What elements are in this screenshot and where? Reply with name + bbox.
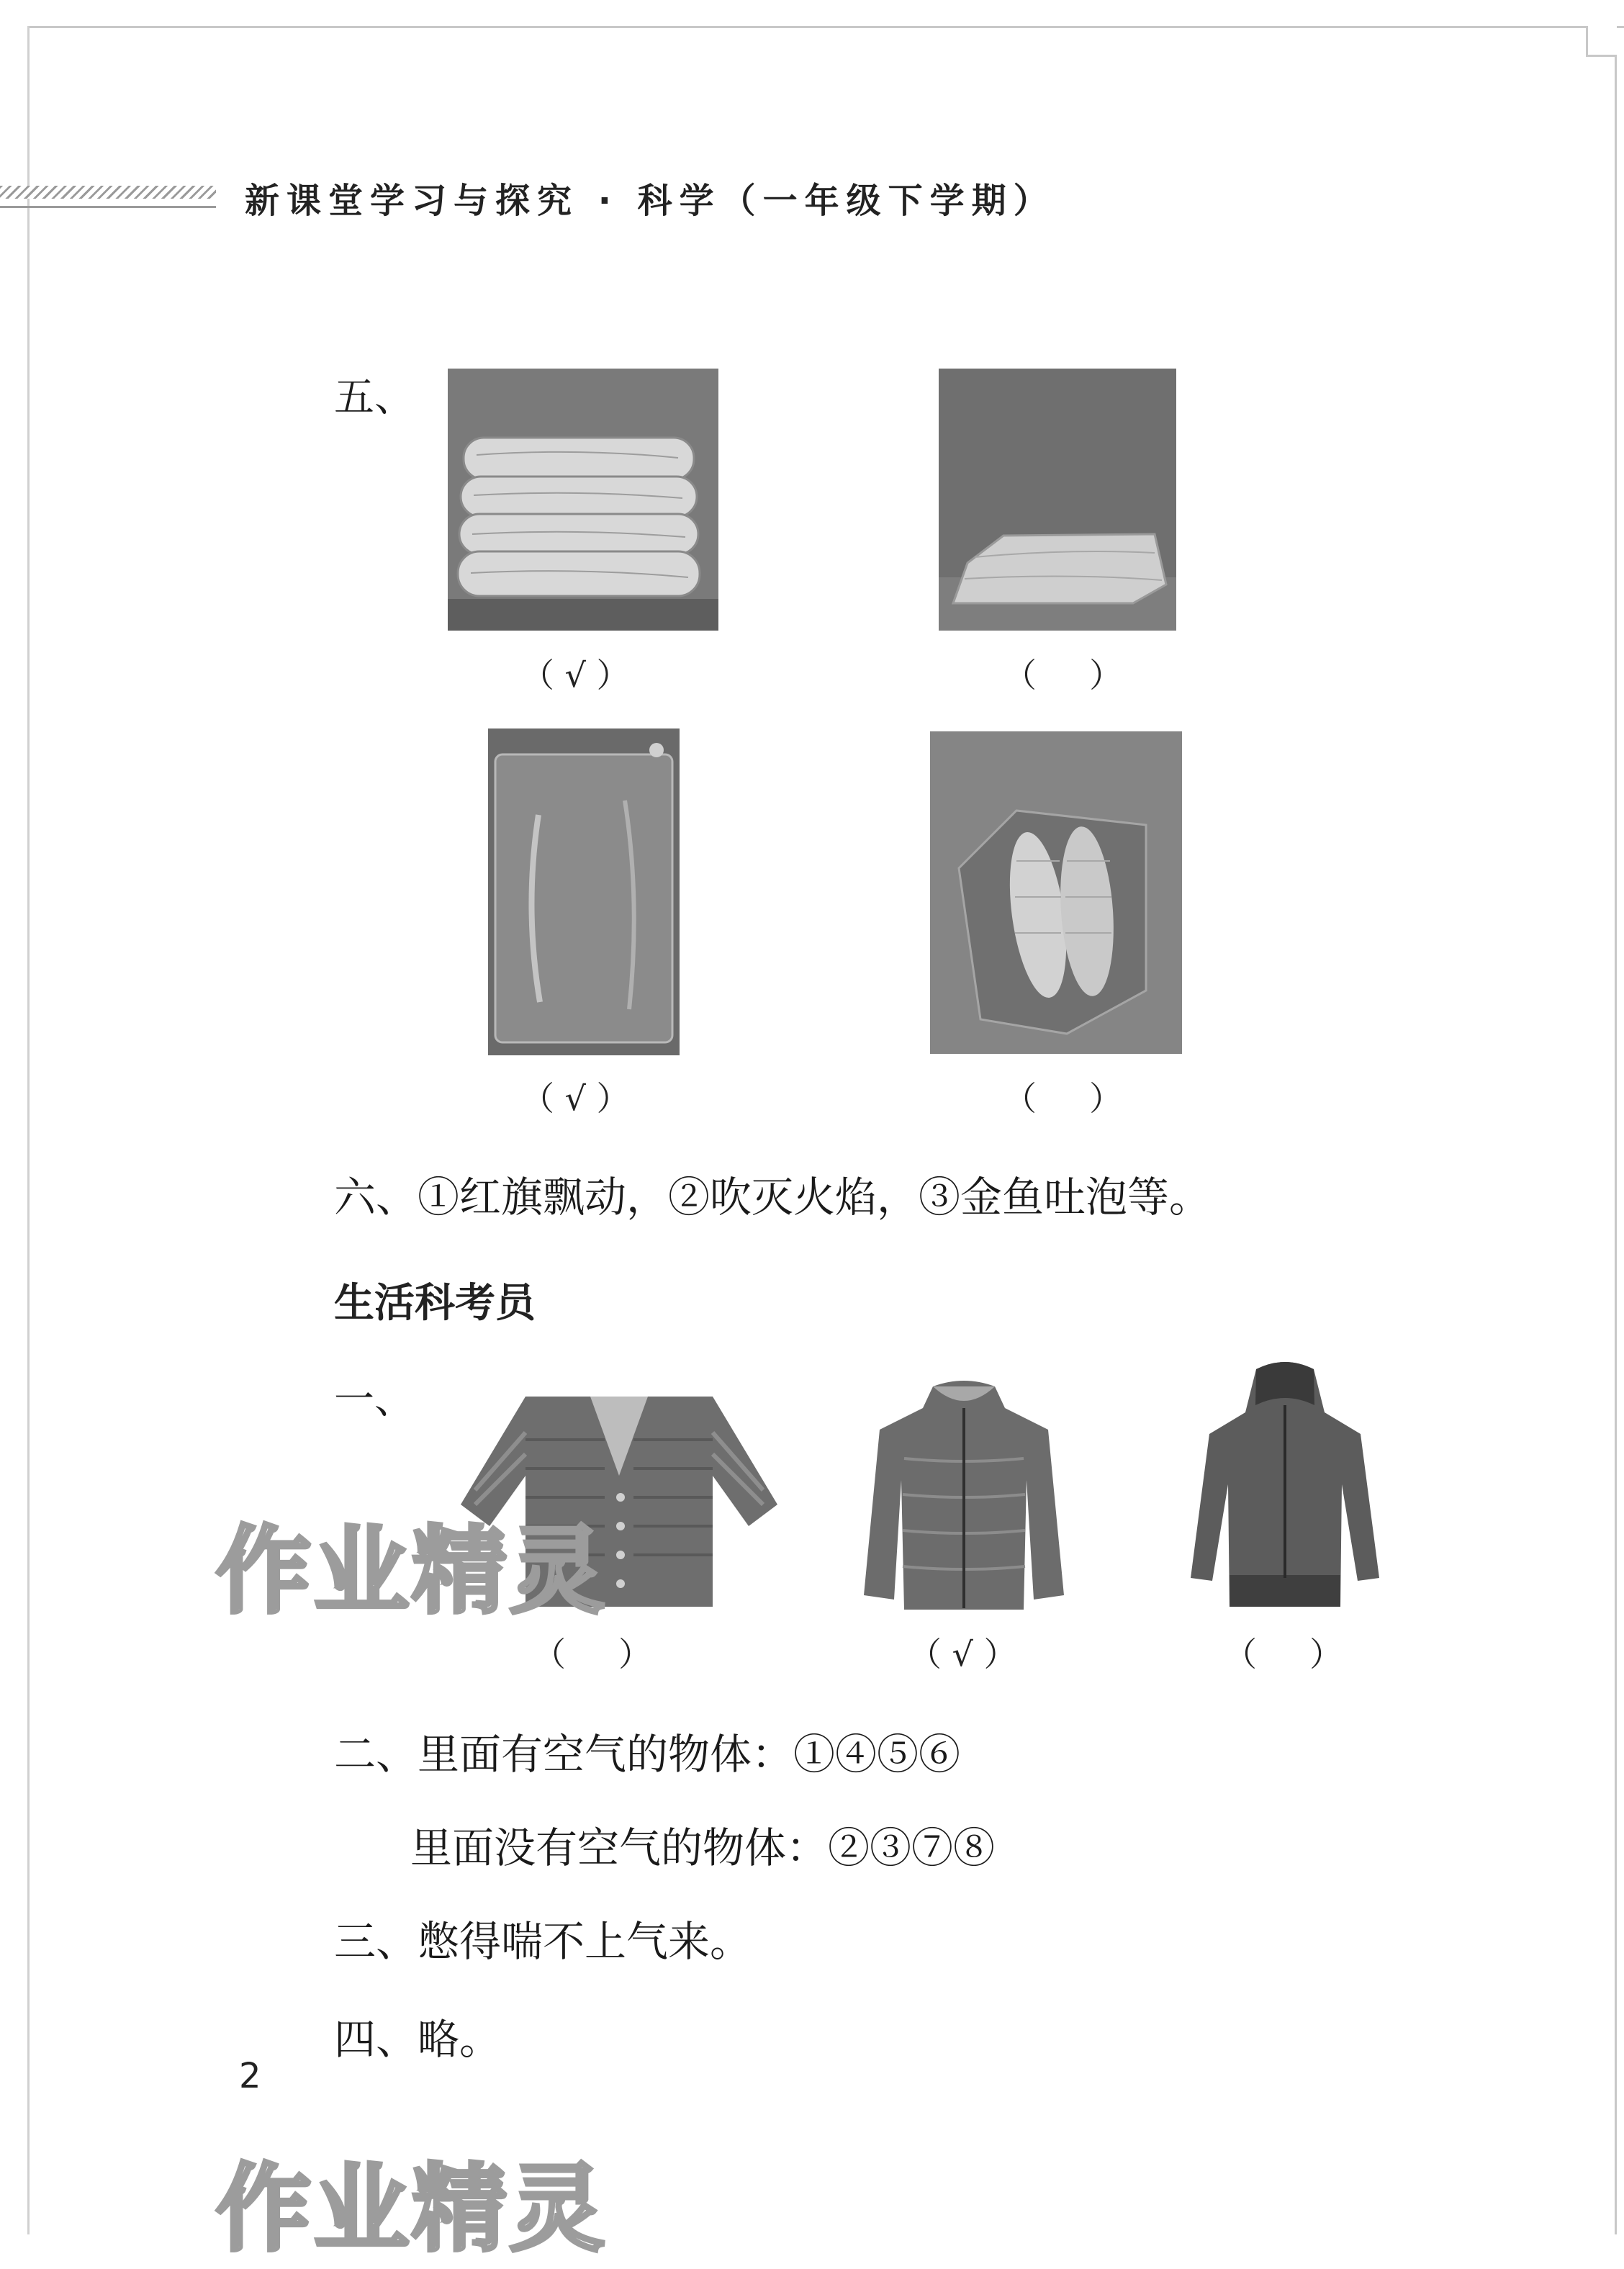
life-question-2-line-1: 二、里面有空气的物体：①④⑤⑥ xyxy=(334,1730,961,1779)
header-hatch-decoration xyxy=(0,186,216,199)
running-header: 新课堂学习与探究 · 科学（一年级下学期） xyxy=(245,181,1055,221)
watermark-bottom: 作业精灵 xyxy=(216,2154,608,2265)
life-question-2-line-2: 里面没有空气的物体：②③⑦⑧ xyxy=(410,1823,996,1872)
folded-quilt-photo xyxy=(448,369,718,631)
page-corner-fold xyxy=(1586,26,1617,57)
down-jacket-photo xyxy=(861,1379,1067,1618)
vacuum-packed-corn-photo xyxy=(930,731,1182,1054)
answer-rain-jacket: （ ） xyxy=(1224,1635,1343,1674)
hooded-rain-jacket-photo xyxy=(1188,1362,1382,1611)
page-border-right xyxy=(1615,26,1617,2234)
page-border-top xyxy=(27,26,1624,28)
header-rule xyxy=(0,206,216,208)
compressed-quilt-photo xyxy=(939,369,1176,631)
life-question-1-label: 一、 xyxy=(334,1376,415,1423)
question-5-label: 五、 xyxy=(334,374,415,421)
answer-quilt: （ √ ） xyxy=(521,656,630,695)
answer-vacuum-corn: （ ） xyxy=(1003,1079,1123,1118)
question-6-answer: 六、①红旗飘动，②吹灭火焰，③金鱼吐泡等。 xyxy=(334,1173,1212,1222)
page-border-left xyxy=(27,26,30,2234)
watermark-middle: 作业精灵 xyxy=(216,1516,608,1627)
answer-down-jacket: （ √ ） xyxy=(908,1635,1017,1674)
page-number: 2 xyxy=(239,2056,261,2096)
life-question-3-answer: 三、憋得喘不上气来。 xyxy=(334,1917,752,1966)
life-question-4-answer: 四、略。 xyxy=(334,2015,502,2064)
section-title-life: 生活科考员 xyxy=(334,1280,536,1327)
answer-compressed-quilt: （ ） xyxy=(1003,656,1123,695)
answer-cardigan: （ ） xyxy=(533,1635,652,1674)
air-cushion-bag-photo xyxy=(488,728,680,1055)
answer-air-cushion: （ √ ） xyxy=(521,1079,630,1118)
